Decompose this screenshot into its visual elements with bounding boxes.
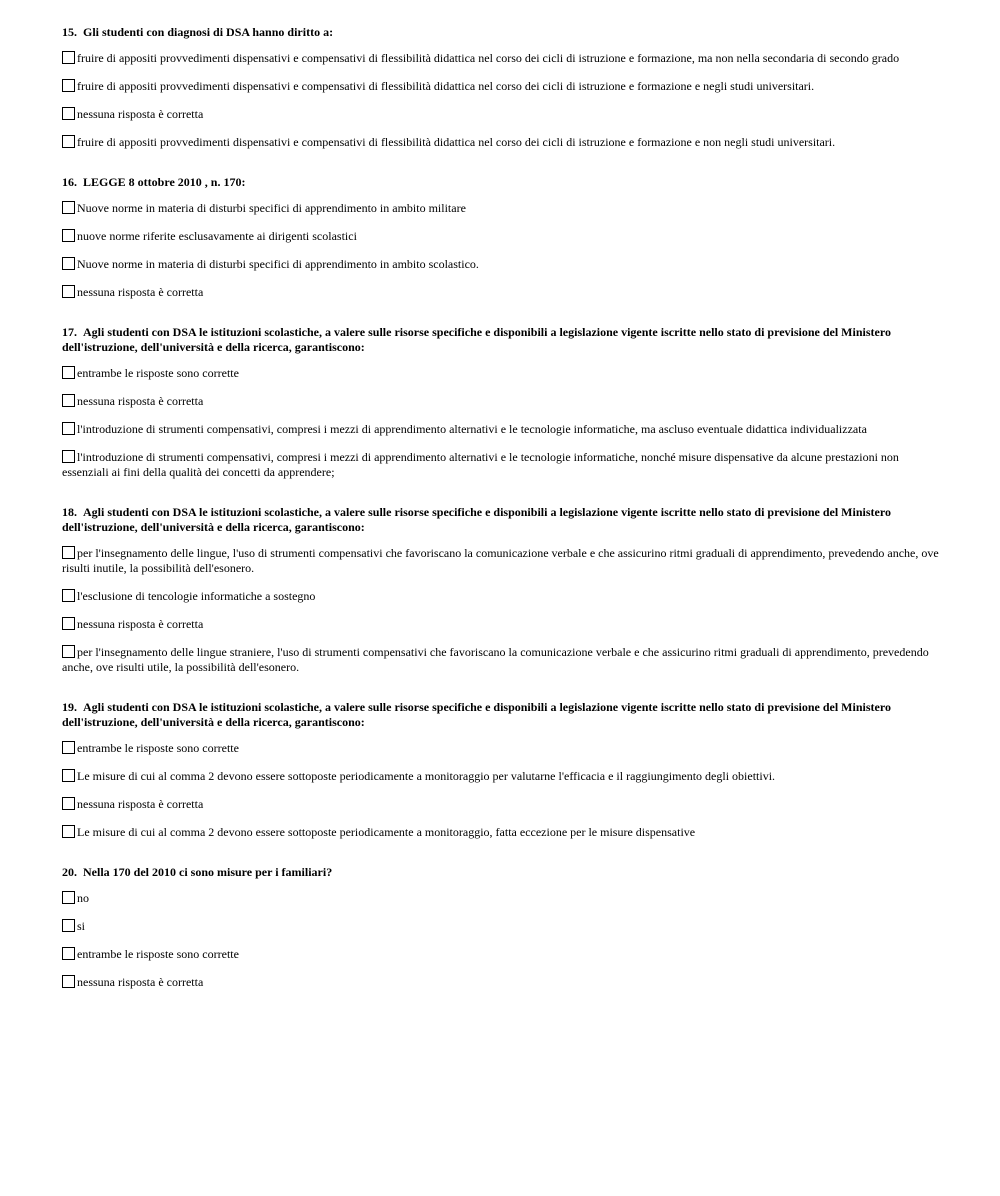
question-text: Gli studenti con diagnosi di DSA hanno diritto a: [83, 25, 334, 39]
question-title [62, 700, 942, 730]
answer-label: Le misure di cui al comma 2 devono essere sottoposte periodicamente a monitoraggio per valutarne l'efficacia e il raggiungimento degli obiettivi. [77, 769, 776, 783]
question-19 [62, 700, 942, 840]
answer-checkbox[interactable] [62, 797, 75, 810]
answer-label: nessuna risposta è corretta [77, 107, 204, 121]
answer-label: fruire di appositi provvedimenti dispensativi e compensativi di flessibilità didattica nel corso dei cicli di istruzione e formazione e non negli studi universitari. [77, 135, 836, 149]
answer-label: entrambe le risposte sono corrette [77, 366, 239, 380]
answer-option[interactable] [62, 422, 942, 437]
answer-label: nessuna risposta è corretta [77, 975, 204, 989]
question-number: 20. [62, 865, 77, 879]
answer-checkbox[interactable] [62, 947, 75, 960]
question-text: Agli studenti con DSA le istituzioni scolastiche, a valere sulle risorse specifiche e disponibili a legislazione vigente iscritte nello stato di previsione del Ministero dell'istruzione, dell'università e della ricerca, garantiscono: [62, 325, 891, 354]
answer-label: per l'insegnamento delle lingue, l'uso di strumenti compensativi che favoriscano la comunicazione verbale e che assicurino ritmi graduali di apprendimento, prevedendo anche, ove risulti inutile, la possibilità dell'esonero. [62, 546, 939, 575]
answer-option[interactable] [62, 546, 942, 576]
answer-label: l'introduzione di strumenti compensativi, compresi i mezzi di apprendimento alternativi e le tecnologie informatiche, ma ascluso eventuale didattica individualizzata [77, 422, 867, 436]
question-number: 15. [62, 25, 77, 39]
answer-checkbox[interactable] [62, 919, 75, 932]
answer-option[interactable] [62, 79, 942, 94]
answer-label: nessuna risposta è corretta [77, 285, 204, 299]
answer-label: si [77, 919, 86, 933]
answer-label: l'introduzione di strumenti compensativi, compresi i mezzi di apprendimento alternativi e le tecnologie informatiche, nonché misure dispensative da alcune prestazioni non essenziali ai fini della qualità dei concetti da apprendere; [62, 450, 899, 479]
answer-checkbox[interactable] [62, 891, 75, 904]
answer-checkbox[interactable] [62, 229, 75, 242]
question-text: Agli studenti con DSA le istituzioni scolastiche, a valere sulle risorse specifiche e disponibili a legislazione vigente iscritte nello stato di previsione del Ministero dell'istruzione, dell'università e della ricerca, garantiscono: [62, 700, 891, 729]
answer-option[interactable] [62, 589, 942, 604]
answer-option[interactable] [62, 107, 942, 122]
question-15 [62, 25, 942, 150]
answer-checkbox[interactable] [62, 257, 75, 270]
answer-option[interactable] [62, 394, 942, 409]
answer-option[interactable] [62, 51, 942, 66]
question-text: Nella 170 del 2010 ci sono misure per i familiari? [83, 865, 333, 879]
answer-checkbox[interactable] [62, 617, 75, 630]
answer-checkbox[interactable] [62, 645, 75, 658]
question-number: 16. [62, 175, 77, 189]
answer-label: Le misure di cui al comma 2 devono essere sottoposte periodicamente a monitoraggio, fatta eccezione per le misure dispensative [77, 825, 696, 839]
answer-option[interactable] [62, 769, 942, 784]
answer-option[interactable] [62, 135, 942, 150]
answer-option[interactable] [62, 797, 942, 812]
answer-checkbox[interactable] [62, 51, 75, 64]
answer-checkbox[interactable] [62, 135, 75, 148]
answer-checkbox[interactable] [62, 285, 75, 298]
answer-checkbox[interactable] [62, 975, 75, 988]
answer-checkbox[interactable] [62, 366, 75, 379]
question-number: 18. [62, 505, 77, 519]
answer-option[interactable] [62, 825, 942, 840]
answer-option[interactable] [62, 229, 942, 244]
answer-checkbox[interactable] [62, 450, 75, 463]
answer-label: l'esclusione di tencologie informatiche a sostegno [77, 589, 316, 603]
answer-checkbox[interactable] [62, 589, 75, 602]
answer-option[interactable] [62, 201, 942, 216]
question-17 [62, 325, 942, 480]
answer-label: Nuove norme in materia di disturbi specifici di apprendimento in ambito militare [77, 201, 466, 215]
answer-label: entrambe le risposte sono corrette [77, 741, 239, 755]
answer-label: fruire di appositi provvedimenti dispensativi e compensativi di flessibilità didattica nel corso dei cicli di istruzione e formazione, ma non nella secondaria di secondo grado [77, 51, 900, 65]
question-title [62, 325, 942, 355]
answer-label: nessuna risposta è corretta [77, 797, 204, 811]
question-20 [62, 865, 942, 990]
question-text: LEGGE 8 ottobre 2010 , n. 170: [83, 175, 246, 189]
answer-checkbox[interactable] [62, 107, 75, 120]
question-16 [62, 175, 942, 300]
answer-checkbox[interactable] [62, 546, 75, 559]
question-18 [62, 505, 942, 675]
question-title [62, 505, 942, 535]
answer-label: nessuna risposta è corretta [77, 394, 204, 408]
answer-option[interactable] [62, 366, 942, 381]
answer-option[interactable] [62, 919, 942, 934]
answer-checkbox[interactable] [62, 825, 75, 838]
answer-label: nuove norme riferite esclusavamente ai dirigenti scolastici [77, 229, 357, 243]
answer-option[interactable] [62, 450, 942, 480]
question-title [62, 25, 942, 40]
question-title [62, 175, 942, 190]
answer-option[interactable] [62, 741, 942, 756]
question-title [62, 865, 942, 880]
answer-option[interactable] [62, 645, 942, 675]
answer-label: per l'insegnamento delle lingue straniere, l'uso di strumenti compensativi che favoriscano la comunicazione verbale e che assicurino ritmi graduali di apprendimento, prevedendo anche, ove risulti utile, la possibilità dell'esonero. [62, 645, 929, 674]
answer-checkbox[interactable] [62, 201, 75, 214]
answer-checkbox[interactable] [62, 422, 75, 435]
answer-checkbox[interactable] [62, 394, 75, 407]
question-text: Agli studenti con DSA le istituzioni scolastiche, a valere sulle risorse specifiche e disponibili a legislazione vigente iscritte nello stato di previsione del Ministero dell'istruzione, dell'università e della ricerca, garantiscono: [62, 505, 891, 534]
answer-checkbox[interactable] [62, 741, 75, 754]
answer-label: Nuove norme in materia di disturbi specifici di apprendimento in ambito scolastico. [77, 257, 479, 271]
question-number: 19. [62, 700, 77, 714]
answer-option[interactable] [62, 891, 942, 906]
answer-option[interactable] [62, 257, 942, 272]
answer-label: nessuna risposta è corretta [77, 617, 204, 631]
answer-checkbox[interactable] [62, 79, 75, 92]
answer-option[interactable] [62, 617, 942, 632]
answer-label: no [77, 891, 89, 905]
question-number: 17. [62, 325, 77, 339]
answer-label: entrambe le risposte sono corrette [77, 947, 239, 961]
answer-option[interactable] [62, 285, 942, 300]
quiz-page [62, 25, 942, 1015]
answer-checkbox[interactable] [62, 769, 75, 782]
answer-option[interactable] [62, 947, 942, 962]
answer-option[interactable] [62, 975, 942, 990]
answer-label: fruire di appositi provvedimenti dispensativi e compensativi di flessibilità didattica nel corso dei cicli di istruzione e formazione e negli studi universitari. [77, 79, 815, 93]
